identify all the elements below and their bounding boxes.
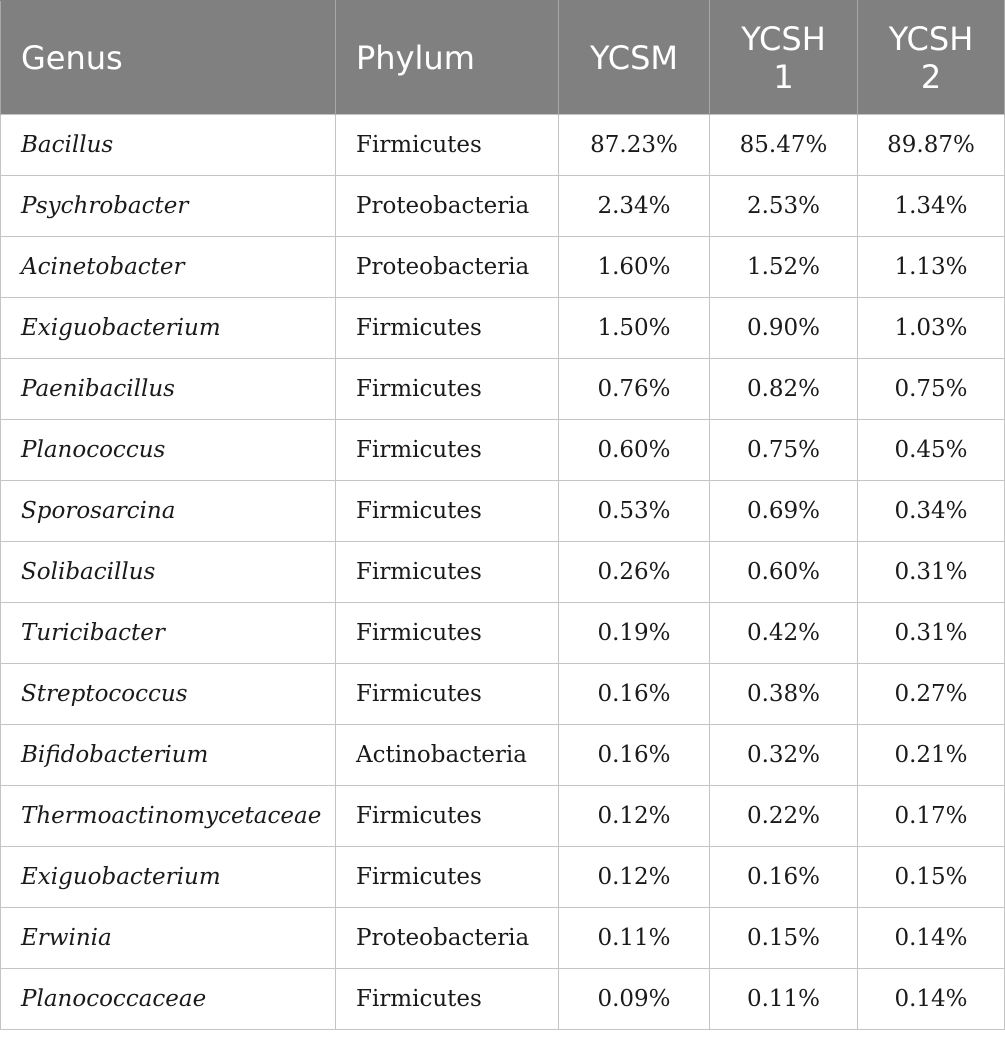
cell-ycsh1: 0.42% (710, 603, 858, 664)
cell-ycsh2: 0.31% (858, 603, 1005, 664)
table-row (1, 298, 1005, 359)
cell-ycsm: 0.60% (559, 420, 710, 481)
table-row (1, 786, 1005, 847)
header-genus: Genus (1, 1, 336, 115)
cell-genus: Planococcaceae (1, 969, 336, 1030)
cell-ycsm: 1.50% (559, 298, 710, 359)
cell-genus: Exiguobacterium (1, 298, 336, 359)
table-row (1, 908, 1005, 969)
cell-ycsh1: 0.69% (710, 481, 858, 542)
table-body (1, 115, 1005, 1030)
cell-ycsh2: 0.14% (858, 969, 1005, 1030)
cell-phylum: Firmicutes (336, 115, 559, 176)
table-row (1, 359, 1005, 420)
cell-genus: Planococcus (1, 420, 336, 481)
header-ycsh1 (710, 1, 858, 115)
cell-genus: Sporosarcina (1, 481, 336, 542)
header-phylum: Phylum (336, 1, 559, 115)
cell-ycsh2: 0.45% (858, 420, 1005, 481)
cell-genus: Turicibacter (1, 603, 336, 664)
cell-ycsm: 0.53% (559, 481, 710, 542)
cell-ycsh2: 0.21% (858, 725, 1005, 786)
cell-ycsm: 1.60% (559, 237, 710, 298)
table-row (1, 115, 1005, 176)
cell-phylum: Firmicutes (336, 847, 559, 908)
table-row (1, 176, 1005, 237)
table-row (1, 664, 1005, 725)
cell-ycsm: 0.12% (559, 847, 710, 908)
cell-ycsh1: 0.82% (710, 359, 858, 420)
cell-ycsh1: 0.15% (710, 908, 858, 969)
cell-phylum: Actinobacteria (336, 725, 559, 786)
cell-genus: Streptococcus (1, 664, 336, 725)
cell-ycsh1: 2.53% (710, 176, 858, 237)
header-ycsh2-line2: 2 (920, 57, 942, 96)
cell-phylum: Firmicutes (336, 359, 559, 420)
table-row (1, 969, 1005, 1030)
cell-genus: Erwinia (1, 908, 336, 969)
cell-ycsh2: 1.34% (858, 176, 1005, 237)
cell-ycsh1: 1.52% (710, 237, 858, 298)
cell-phylum: Proteobacteria (336, 237, 559, 298)
table-row (1, 420, 1005, 481)
cell-ycsh1: 0.75% (710, 420, 858, 481)
cell-ycsh1: 0.22% (710, 786, 858, 847)
table-row (1, 542, 1005, 603)
cell-ycsh1: 0.16% (710, 847, 858, 908)
cell-ycsh1: 0.38% (710, 664, 858, 725)
cell-phylum: Firmicutes (336, 481, 559, 542)
cell-ycsm: 0.19% (559, 603, 710, 664)
table-row (1, 481, 1005, 542)
cell-genus: Bifidobacterium (1, 725, 336, 786)
table-row (1, 725, 1005, 786)
header-ycsm: YCSM (559, 1, 710, 115)
cell-phylum: Proteobacteria (336, 908, 559, 969)
cell-ycsm: 2.34% (559, 176, 710, 237)
cell-phylum: Firmicutes (336, 542, 559, 603)
cell-phylum: Firmicutes (336, 298, 559, 359)
cell-genus: Psychrobacter (1, 176, 336, 237)
cell-ycsh1: 0.11% (710, 969, 858, 1030)
cell-ycsh2: 89.87% (858, 115, 1005, 176)
table-header (1, 1, 1005, 115)
cell-phylum: Firmicutes (336, 603, 559, 664)
cell-phylum: Firmicutes (336, 786, 559, 847)
cell-ycsm: 87.23% (559, 115, 710, 176)
cell-ycsh1: 0.32% (710, 725, 858, 786)
cell-genus: Exiguobacterium (1, 847, 336, 908)
cell-ycsm: 0.11% (559, 908, 710, 969)
table-row (1, 237, 1005, 298)
table-row (1, 603, 1005, 664)
cell-genus: Paenibacillus (1, 359, 336, 420)
cell-phylum: Firmicutes (336, 664, 559, 725)
cell-genus: Thermoactinomycetaceae (1, 786, 336, 847)
cell-ycsh2: 0.17% (858, 786, 1005, 847)
cell-ycsh2: 0.34% (858, 481, 1005, 542)
header-ycsh1-line1: YCSH (741, 19, 826, 58)
cell-ycsm: 0.12% (559, 786, 710, 847)
cell-genus: Bacillus (1, 115, 336, 176)
cell-ycsh1: 0.60% (710, 542, 858, 603)
cell-ycsh2: 1.03% (858, 298, 1005, 359)
cell-ycsh2: 0.15% (858, 847, 1005, 908)
cell-ycsm: 0.26% (559, 542, 710, 603)
cell-phylum: Firmicutes (336, 969, 559, 1030)
table-row (1, 847, 1005, 908)
cell-ycsh2: 0.14% (858, 908, 1005, 969)
cell-ycsm: 0.16% (559, 725, 710, 786)
header-row (1, 1, 1005, 115)
header-ycsh1-line2: 1 (773, 57, 794, 96)
cell-genus: Solibacillus (1, 542, 336, 603)
cell-ycsh1: 85.47% (710, 115, 858, 176)
cell-phylum: Firmicutes (336, 420, 559, 481)
cell-ycsh2: 0.31% (858, 542, 1005, 603)
cell-phylum: Proteobacteria (336, 176, 559, 237)
cell-genus: Acinetobacter (1, 237, 336, 298)
cell-ycsh2: 0.75% (858, 359, 1005, 420)
cell-ycsm: 0.76% (559, 359, 710, 420)
cell-ycsh2: 0.27% (858, 664, 1005, 725)
header-ycsh2 (858, 1, 1005, 115)
cell-ycsh1: 0.90% (710, 298, 858, 359)
cell-ycsm: 0.16% (559, 664, 710, 725)
cell-ycsm: 0.09% (559, 969, 710, 1030)
header-ycsh2-line1: YCSH (888, 19, 974, 58)
cell-ycsh2: 1.13% (858, 237, 1005, 298)
